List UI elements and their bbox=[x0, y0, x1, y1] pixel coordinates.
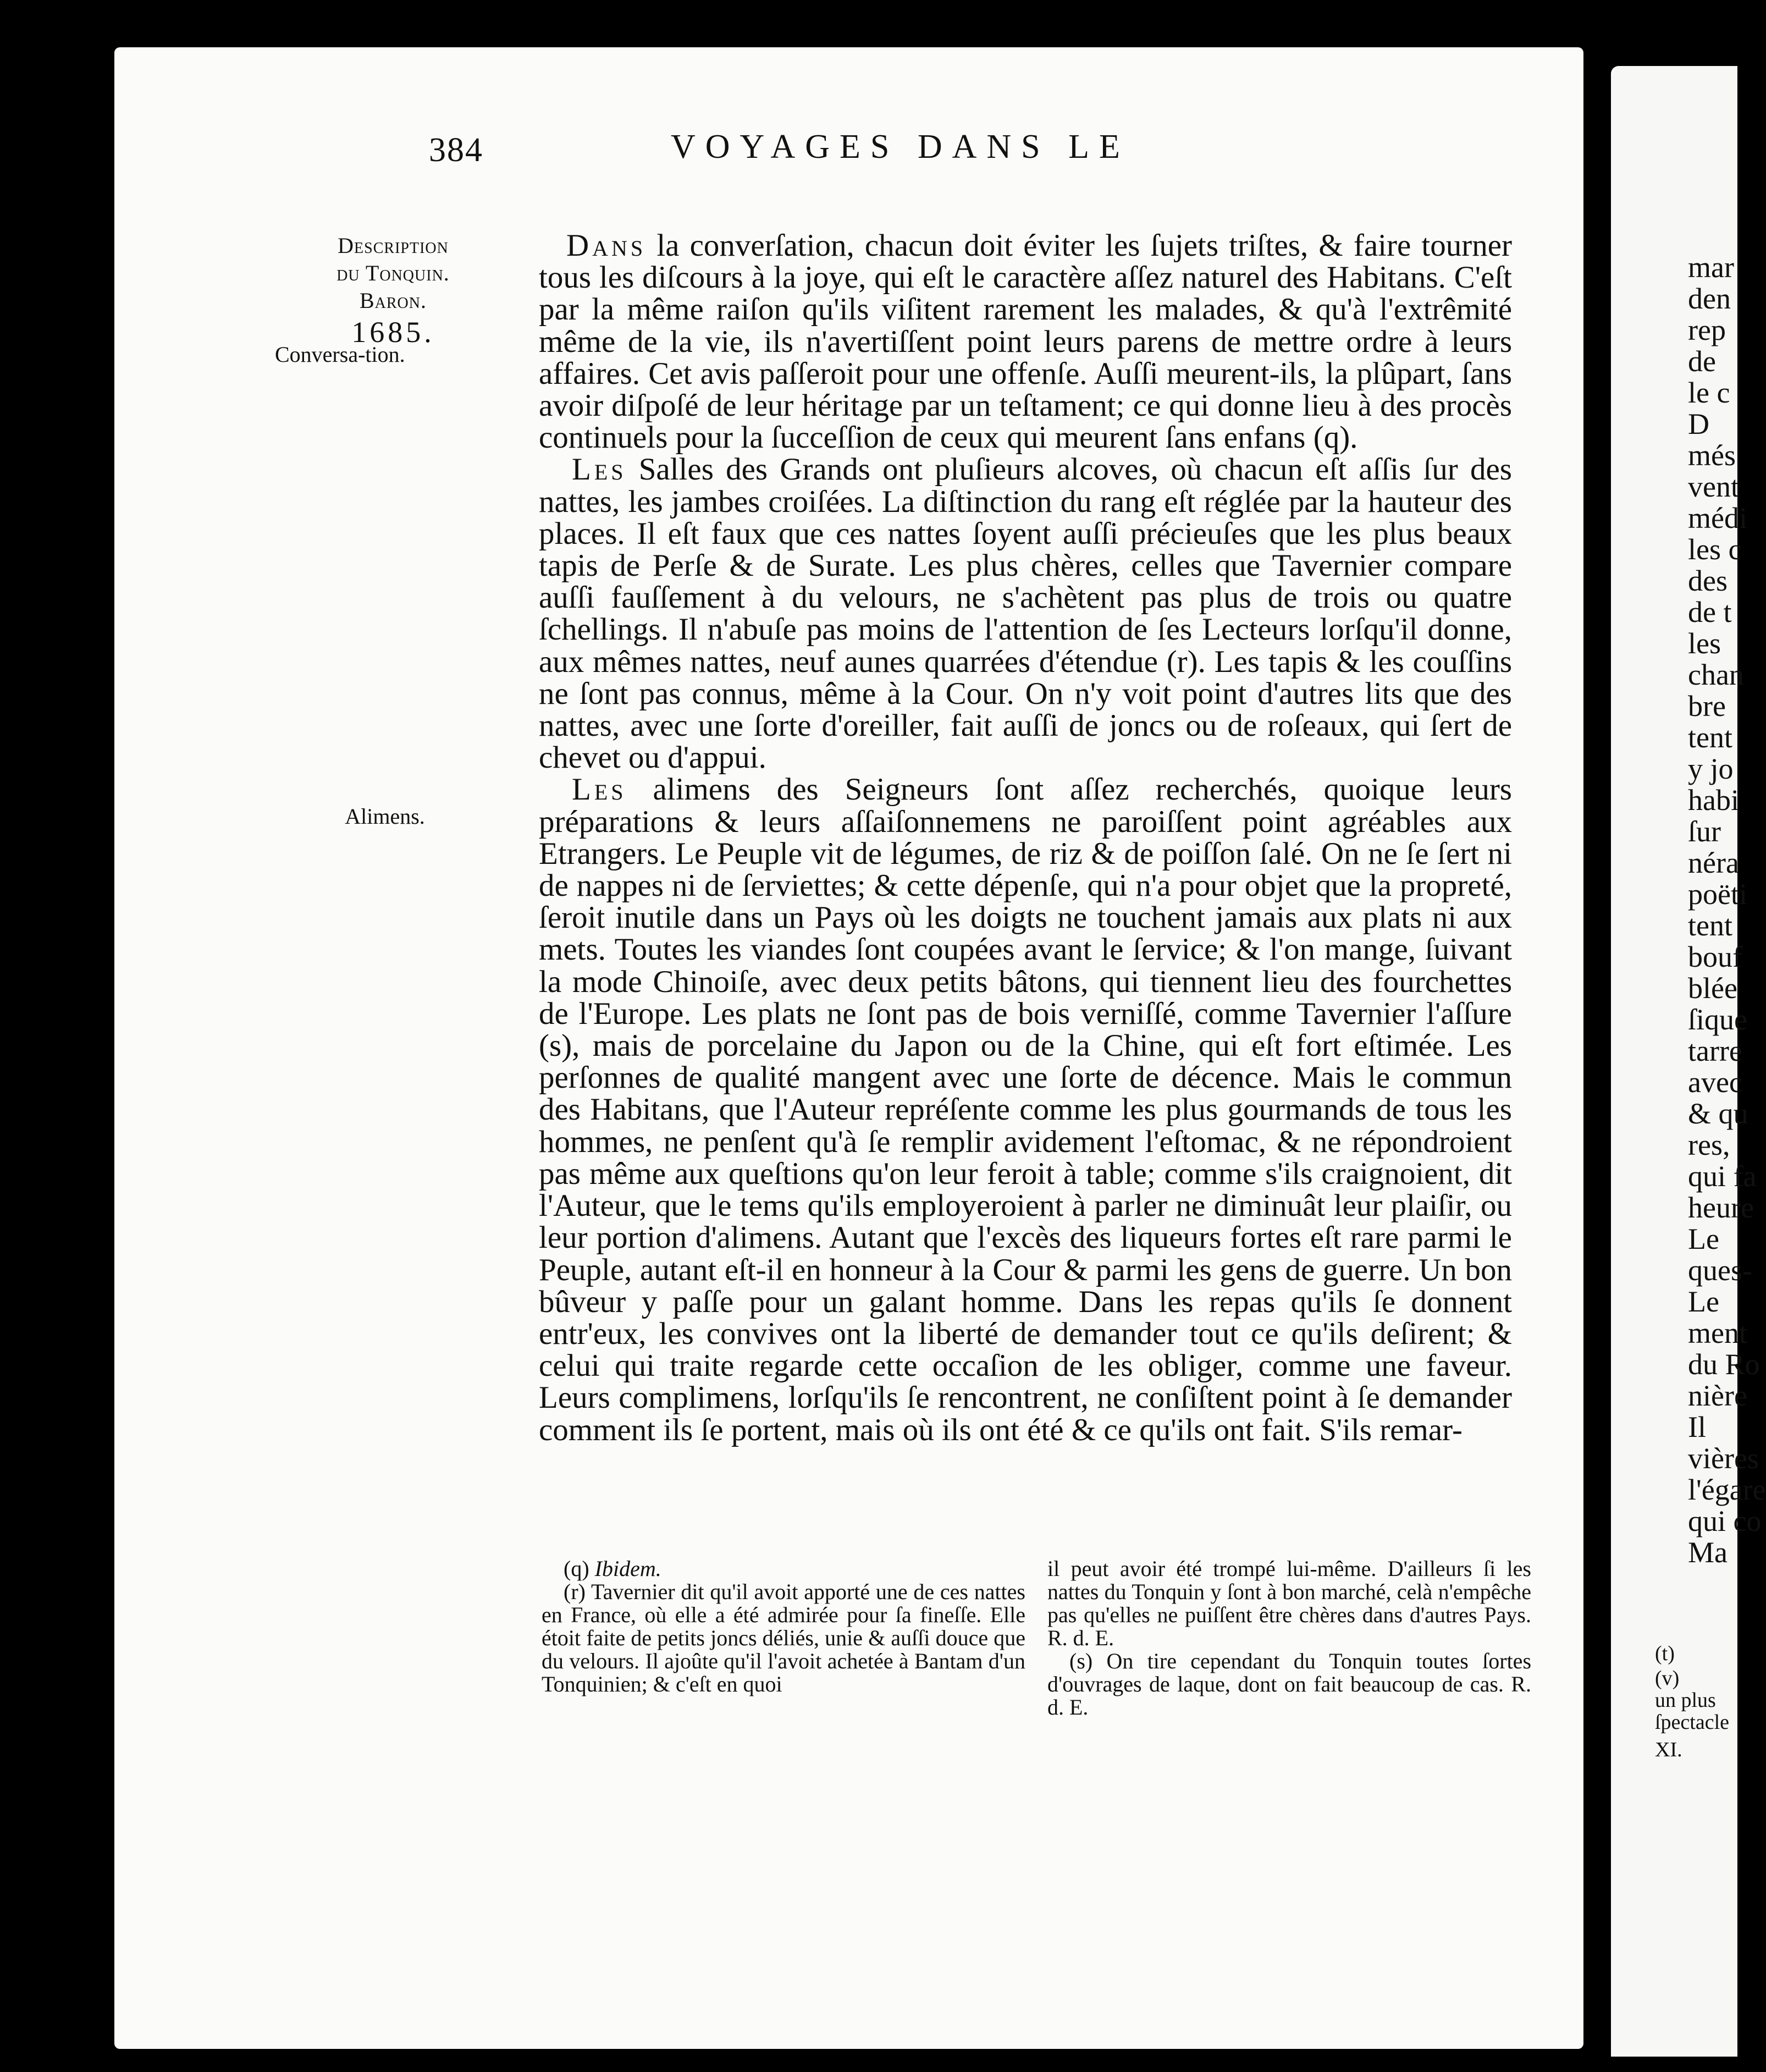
facing-page-line: néra bbox=[1688, 846, 1739, 879]
facing-page-line: du Ro bbox=[1688, 1348, 1760, 1381]
facing-page-line: blée bbox=[1688, 972, 1737, 1005]
footnote-text: Ibidem. bbox=[594, 1556, 661, 1581]
footnote-mark: (q) bbox=[564, 1556, 589, 1581]
facing-page-line: vent bbox=[1688, 470, 1739, 503]
footnote-mark: (r) bbox=[564, 1579, 586, 1604]
facing-page-line: vières bbox=[1688, 1442, 1759, 1475]
page-number: 384 bbox=[429, 131, 483, 169]
margin-note-line: du Tonquin. bbox=[336, 261, 450, 285]
facing-page-line: tent bbox=[1688, 909, 1732, 942]
facing-page-line: ſique bbox=[1688, 1003, 1747, 1036]
facing-page-line: Le bbox=[1688, 1285, 1719, 1318]
facing-page-footnote-line: XI. bbox=[1655, 1738, 1682, 1761]
running-head: VOYAGES DANS LE bbox=[671, 128, 1130, 166]
facing-page-line: des bbox=[1688, 564, 1728, 597]
main-text bbox=[539, 230, 1512, 1446]
paragraph-lead: Les bbox=[572, 772, 627, 807]
paragraph bbox=[539, 230, 1512, 454]
facing-page-line: heure bbox=[1688, 1191, 1754, 1224]
facing-page-line: nière bbox=[1688, 1379, 1747, 1412]
facing-page-line: qui fa bbox=[1688, 1160, 1757, 1193]
paragraph-text: alimens des Seigneurs ſont aſſez recherchés, quoique leurs préparations & leurs aſſaiſonnemens ne paroiſſent point agréables aux Etrangers. Le Peuple vit de légumes, de riz & de poiſſon ſalé. On ne ſe ſert ni de nappes ni de ſerviettes; & cette dépenſe, qui n'a pour objet que la propreté, ſeroit inutile dans un Pays où les doigts ne touchent jamais aux plats ni aux mets. Toutes les viandes ſont coupées avant le ſervice; & l'on mange, ſuivant la mode Chinoiſe, avec deux petits bâtons, qui tiennent lieu des fourchettes de l'Europe. Les plats ne ſont pas de bois verniſſé, comme Tavernier l'aſſure (s), mais de porcelaine du Japon ou de la Chine, qui eſt fort eſtimée. Les perſonnes de qualité mangent avec une ſorte de décence. Mais le commun des Habitans, que l'Auteur repréſente comme les plus gourmands de tous les hommes, ne penſent qu'à ſe remplir avidement l'eſtomac, & ne répondroient pas même aux queſtions qu'on leur feroit à table; comme s'ils craignoient, dit l'Auteur, que le tems qu'ils employeroient à parler ne diminuât leur plaiſir, ou leur portion d'alimens. Autant que l'excès des liqueurs fortes eſt rare parmi le Peuple, autant eſt-il en honneur à la Cour & parmi les gens de guerre. Un bon bûveur y paſſe pour un galant homme. Dans les repas qu'ils ſe donnent entr'eux, les convives ont la liberté de demander tout ce qu'ils deſirent; & celui qui traite regarde cette occaſion de les obliger, comme une faveur. Leurs complimens, lorſqu'ils ſe rencontrent, ne conſiſtent point à ſe demander comment ils ſe portent, mais où ils ont été & ce qu'ils ont fait. S'ils remar- bbox=[539, 772, 1512, 1447]
facing-page-line: Le bbox=[1688, 1222, 1719, 1255]
margin-note-line: Baron. bbox=[359, 288, 427, 313]
paragraph-text: la converſation, chacun doit éviter les ſujets triſtes, & faire tourner tous les diſcours à la joye, qui eſt le caractère aſſez naturel des Habitans. C'eſt par la même raiſon qu'ils viſitent rarement les malades, & qu'à l'extrêmité même de la vie, ils n'avertiſſent point leurs parens de mettre ordre à leurs affaires. Cet avis paſſeroit pour une offenſe. Auſſi meurent-ils, la plûpart, ſans avoir diſpoſé de leur héritage par un teſtament; ce qui donne lieu à des procès continuels pour la ſucceſſion de ceux qui meurent ſans enfans (q). bbox=[539, 228, 1512, 455]
facing-page-line: ques- bbox=[1688, 1254, 1752, 1287]
footnote-r bbox=[542, 1580, 1025, 1696]
facing-page-line: & qu bbox=[1688, 1097, 1748, 1130]
facing-page-line: bouf bbox=[1688, 940, 1742, 973]
footnote-mark: (s) bbox=[1069, 1649, 1093, 1673]
facing-page-line: ment bbox=[1688, 1316, 1747, 1349]
facing-page-footnote-line: (v) bbox=[1655, 1667, 1680, 1690]
facing-page-line: les c bbox=[1688, 533, 1742, 566]
facing-page-line: médi bbox=[1688, 502, 1747, 534]
facing-page-line: den bbox=[1688, 282, 1731, 315]
facing-page-line: le c bbox=[1688, 376, 1730, 409]
footnote-text: Tavernier dit qu'il avoit apporté une de ces nattes en France, où elle a été admirée pour ſa fineſſe. Elle étoit faite de petits joncs déliés, unie & auſſi douce que du velours. Il ajoûte qu'il l'avoit achetée à Bantam d'un Tonquinien; & c'eſt en quoi bbox=[542, 1579, 1025, 1696]
paragraph bbox=[539, 454, 1512, 774]
margin-note-alimens: Alimens. bbox=[345, 804, 425, 829]
facing-page-line: de bbox=[1688, 345, 1716, 378]
facing-page-line: D bbox=[1688, 407, 1709, 440]
facing-page-line: l'égare bbox=[1688, 1473, 1766, 1506]
facing-page-line: res, bbox=[1688, 1128, 1730, 1161]
facing-page-footnote-line: (t) bbox=[1655, 1642, 1675, 1665]
footnote-s bbox=[1047, 1650, 1531, 1719]
facing-page-line: les bbox=[1688, 627, 1721, 660]
footnote-q bbox=[542, 1557, 1025, 1580]
facing-page-line: qui co bbox=[1688, 1505, 1762, 1538]
footnote-text: On tire cependant du Tonquin toutes ſortes d'ouvrages de laque, dont on fait beaucoup de cas. R. d. E. bbox=[1047, 1649, 1532, 1720]
facing-page-line: avec bbox=[1688, 1066, 1742, 1099]
facing-page-line: Il bbox=[1688, 1410, 1706, 1443]
footnote-r-continued: il peut avoir été trompé lui-même. D'ailleurs ſi les nattes du Tonquin y ſont à bon marché, celà n'empêche pas qu'elles ne puiſſent être chères dans d'autres Pays. R. d. E. bbox=[1047, 1556, 1531, 1650]
facing-page-line: habi bbox=[1688, 784, 1739, 817]
paragraph-lead: Les bbox=[572, 452, 627, 487]
footnotes-left bbox=[542, 1557, 1025, 1696]
paragraph-lead: Dans bbox=[566, 228, 647, 263]
paragraph bbox=[539, 774, 1512, 1446]
margin-note-year: 1685. bbox=[351, 316, 435, 349]
paragraph-text: Salles des Grands ont pluſieurs alcoves, où chacun eſt aſſis ſur des nattes, les jambes croiſées. La diſtinction du rang eſt réglée par la hauteur des places. Il eſt faux que ces nattes ſoyent auſſi précieuſes que les plus beaux tapis de Perſe & de Surate. Les plus chères, celles que Tavernier compare auſſi fauſſement à du velours, ne s'achètent pas plus de trois ou quatre ſchellings. Il n'abuſe pas moins de l'attention de ſes Lecteurs lorſqu'il donne, aux mêmes nattes, neuf aunes quarrées d'étendue (r). Les tapis & les couſſins ne ſont pas connus, même à la Cour. On n'y voit point d'autres lits que des nattes, avec une ſorte d'oreiller, fait auſſi de joncs ou de roſeaux, qui ſert de chevet ou d'appui. bbox=[539, 452, 1512, 775]
facing-page-line: més bbox=[1688, 439, 1736, 472]
margin-note-description bbox=[264, 232, 522, 350]
facing-page-line: tent bbox=[1688, 721, 1732, 754]
facing-page-line: ſur bbox=[1688, 815, 1721, 848]
facing-page-line: chan bbox=[1688, 658, 1744, 691]
facing-page-line: de t bbox=[1688, 596, 1732, 629]
footnotes-right bbox=[1047, 1557, 1531, 1719]
facing-page-line: Ma bbox=[1688, 1536, 1728, 1569]
facing-page-footnote-line: un plus bbox=[1655, 1689, 1716, 1712]
facing-page-line: poëti bbox=[1688, 878, 1747, 911]
facing-page-line: rep bbox=[1688, 313, 1726, 346]
facing-page-line: mar bbox=[1688, 251, 1734, 284]
facing-page-line: y jo bbox=[1688, 752, 1734, 785]
facing-page-footnote-line: ſpectacle bbox=[1655, 1711, 1730, 1734]
margin-note-conversation: Conversa-tion. bbox=[275, 342, 405, 367]
facing-page-line: bre bbox=[1688, 690, 1726, 723]
facing-page-line: tarre bbox=[1688, 1034, 1742, 1067]
margin-note-line: Description bbox=[338, 233, 449, 258]
